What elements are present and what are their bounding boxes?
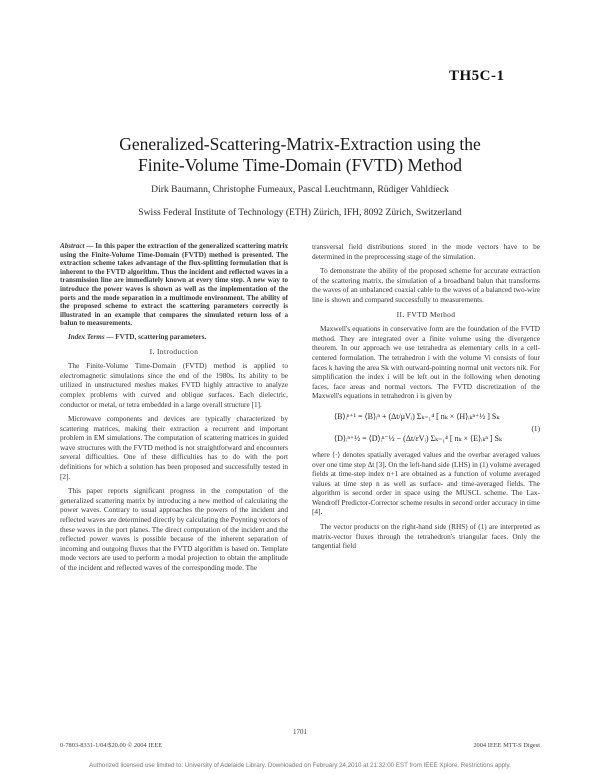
- abstract-text: — In this paper the extraction of the generalized scattering matrix using the Finite-Volume Time-Domain (FVTD) method is presented. The extraction scheme takes advantage of the flux-splitting formulation that is inherent to the FVTD algorithm. Thus the incident and reflected waves in a transmission line are immediately known at every time step. A new way to introduce the power waves is shown as well as the implementation of the ports and the mode separation in a multimode environment. The ability of the proposed scheme to extract the scattering parameters correctly is illustrated in an example that compares the simulated return loss of a balun to measurements.: [60, 242, 288, 328]
- paper-authors: Dirk Baumann, Christophe Fumeaux, Pascal Leuchtmann, Rüdiger Vahldieck: [151, 184, 449, 195]
- intro-paragraph-2: Microwave components and devices are typically characterized by scattering matrices, making their extraction a recurrent and important problem in EM simulations. The computation of scattering matrices in guided wave structures with the FVTD method is not straightforward and encounters several difficulties. One of these difficulties has to do with the port definitions for which a solution has been proposed and successfully tested in [2].: [60, 414, 288, 481]
- section1-heading: I. Introduction: [149, 346, 199, 356]
- section2-heading: II. FVTD Method: [396, 309, 456, 319]
- fvtd-paragraph-1: Maxwell's equations in conservative form are the foundation of the FVTD method. They are integrated over a finite volume using the divergence theorem. In our approach we use tetrahedra as elementary cells in a cell-centered formulation. The tetrahedron i with the volume Vi consists of four faces k having the area Sk with outward-pointing normal unit vectors nik. For simplification the index i will be left out in the following when denoting faces, face areas and normal vectors. The FVTD discretization of the Maxwell's equations in tetrahedron i is given by: [312, 324, 540, 401]
- paper-title-line1: Generalized-Scattering-Matrix-Extraction using the: [119, 134, 481, 154]
- index-terms: [60, 333, 288, 342]
- footer-isbn: 0-7803-8331-1/04/$20.00 © 2004 IEEE: [60, 742, 163, 749]
- intro-paragraph-3: This paper reports significant progress in the computation of the generalized scattering matrix by introducing a new method of calculating the power waves. Contrary to usual approaches the powers of the incident and reflected waves are determined directly by calculating the Poynting vectors of these waves in the port planes. The direct computation of the incident and the reflected power waves is possible because of the inherent separation of incoming and outgoing fluxes that the FVTD algorithm is based on. Template mode vectors are used to perform a modal projection to obtain the amplitude of the incident and reflected waves of the corresponding mode. The: [60, 486, 288, 572]
- intro-paragraph-1: The Finite-Volume Time-Domain (FVTD) method is applied to electromagnetic simulations since the end of the 1980s. Its ability to be utilized in unstructured meshes makes FVTD highly attractive to analyze complex problems with curved and oblique surfaces. Each dielectric, conductor or metal, or tetra embedded in a large overall structure [1].: [60, 361, 288, 409]
- session-code: TH5C-1: [449, 68, 505, 84]
- right-column: [312, 242, 540, 556]
- equation-1: [312, 406, 540, 450]
- left-column: [60, 242, 288, 578]
- abstract-label: Abstract: [60, 242, 85, 250]
- paper-title-line2: Finite-Volume Time-Domain (FVTD) Method: [138, 155, 462, 175]
- index-terms-label: Index Terms: [68, 332, 105, 341]
- authorized-use-notice: Authorized licensed use limited to: University of Adelaide Library. Downloaded on February 24,2010 at 21:32:00 EST from IEEE Xplore. Restrictions apply.: [89, 762, 511, 769]
- fvtd-paragraph-2: where ⟨·⟩ denotes spatially averaged values and the overbar averaged values over one time step Δt [3]. On the left-hand side (LHS) in (1) volume averaged fields at time-step index n+1 are obtained as a function of volume averaged values at time step n as well as surface- and time-averaged fields. The algorithm is second order in space using the MUSCL scheme. The Lax-Wendroff Predictor-Corrector scheme results in second order accuracy in time [4].: [312, 449, 540, 517]
- abstract: [60, 242, 288, 328]
- page-number: 1701: [293, 728, 307, 736]
- index-terms-text: — FVTD, scattering parameters.: [104, 332, 207, 341]
- equation-1-line1: ⟨B⟩ᵢⁿ⁺¹ = ⟨B⟩ᵢⁿ + (Δt/μVᵢ) Σₖ₌₁⁴ [ nₖ × ⟨H⟩ᵢₖⁿ⁺½ ] Sₖ: [334, 411, 500, 421]
- paper-title: [60, 134, 540, 176]
- equation-number: (1): [531, 423, 540, 433]
- right-paragraph-1: To demonstrate the ability of the proposed scheme for accurate extraction of the scattering matrix, the simulation of a broadband balun that transforms the waves of an unbalanced coaxial cable to the waves of a balanced two-wire line is shown and compared successfully to measurements.: [312, 266, 540, 304]
- fvtd-paragraph-3: The vector products on the right-hand side (RHS) of (1) are interpreted as matrix-vector fluxes through the tetrahedron's triangular faces. Only the tangential field: [312, 522, 540, 551]
- right-paragraph-0: transversal field distributions stored in the mode vectors have to be determined in the preprocessing stage of the simulation.: [312, 242, 540, 261]
- equation-1-line2: ⟨D⟩ᵢⁿ⁺½ = ⟨D⟩ᵢⁿ⁻½ − (Δt/εVᵢ) Σₖ₌₁⁴ [ nₖ × ⟨E⟩ᵢₖⁿ ] Sₖ: [334, 433, 502, 443]
- paper-affiliation: Swiss Federal Institute of Technology (ETH) Zürich, IFH, 8092 Zürich, Switzerland: [138, 207, 462, 218]
- footer-digest: 2004 IEEE MTT-S Digest: [473, 742, 540, 749]
